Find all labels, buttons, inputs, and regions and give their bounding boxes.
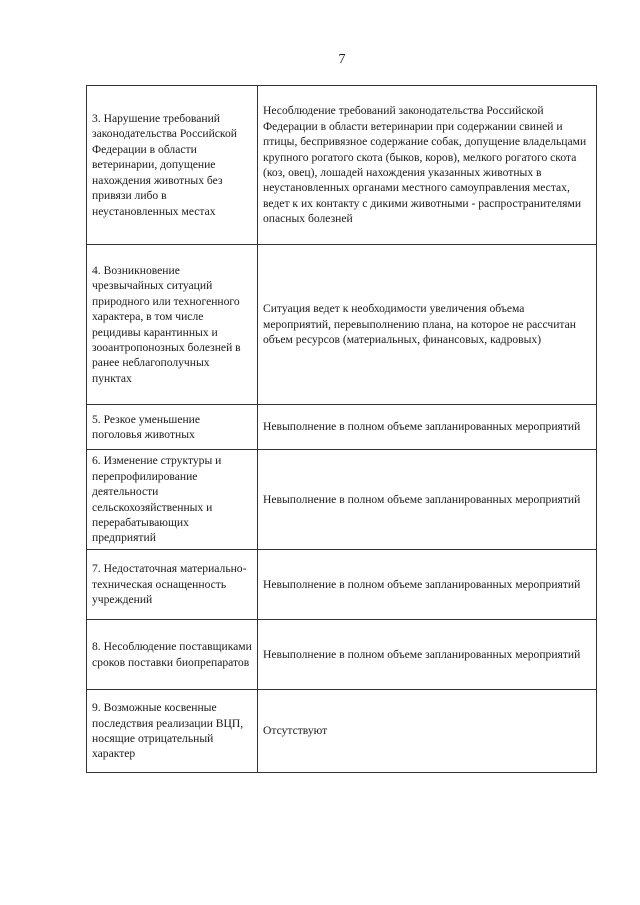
table-row [87,245,597,405]
risk-cell: 7. Недостаточная материально-техническая оснащенность учреждений [87,550,258,620]
risk-cell: 8. Несоблюдение поставщиками сроков поставки биопрепаратов [87,620,258,690]
table-row [87,690,597,773]
consequence-cell: Невыполнение в полном объеме запланированных мероприятий [258,620,597,690]
table-row [87,550,597,620]
table-row [87,620,597,690]
page-number: 7 [338,52,346,67]
consequence-cell: Невыполнение в полном объеме запланированных мероприятий [258,550,597,620]
risk-cell: 3. Нарушение требований законодательства Российской Федерации в области ветеринарии, допущение нахождения животных без привязи либо в неустановленных местах [87,86,258,245]
risk-cell: 9. Возможные косвенные последствия реализации ВЦП, носящие отрицательный характер [87,690,258,773]
table-row [87,450,597,550]
consequence-cell: Несоблюдение требований законодательства Российской Федерации в области ветеринарии при содержании свиней и птицы, беспривязное содержание собак, допущение владельцами крупного рогатого скота (быков, коров), мелкого рогатого скота (коз, овец), лошадей нахождения указанных животных в неустановленных органами местного самоуправления местах, ведет к их контакту с дикими животными - распространителями опасных болезней [258,86,597,245]
consequence-cell: Невыполнение в полном объеме запланированных мероприятий [258,405,597,450]
risk-cell: 6. Изменение структуры и перепрофилирование деятельности сельскохозяйственных и перерабатывающих предприятий [87,450,258,550]
risk-table [86,85,597,773]
consequence-cell: Невыполнение в полном объеме запланированных мероприятий [258,450,597,550]
consequence-cell: Ситуация ведет к необходимости увеличения объема мероприятий, перевыполнению плана, на которое не рассчитан объем ресурсов (материальных, финансовых, кадровых) [258,245,597,405]
consequence-cell: Отсутствуют [258,690,597,773]
table-row [87,86,597,245]
risk-cell: 5. Резкое уменьшение поголовья животных [87,405,258,450]
risk-cell: 4. Возникновение чрезвычайных ситуаций природного или техногенного характера, в том числе рецидивы карантинных и зооантропонозных болезней в ранее неблагополучных пунктах [87,245,258,405]
table-row [87,405,597,450]
